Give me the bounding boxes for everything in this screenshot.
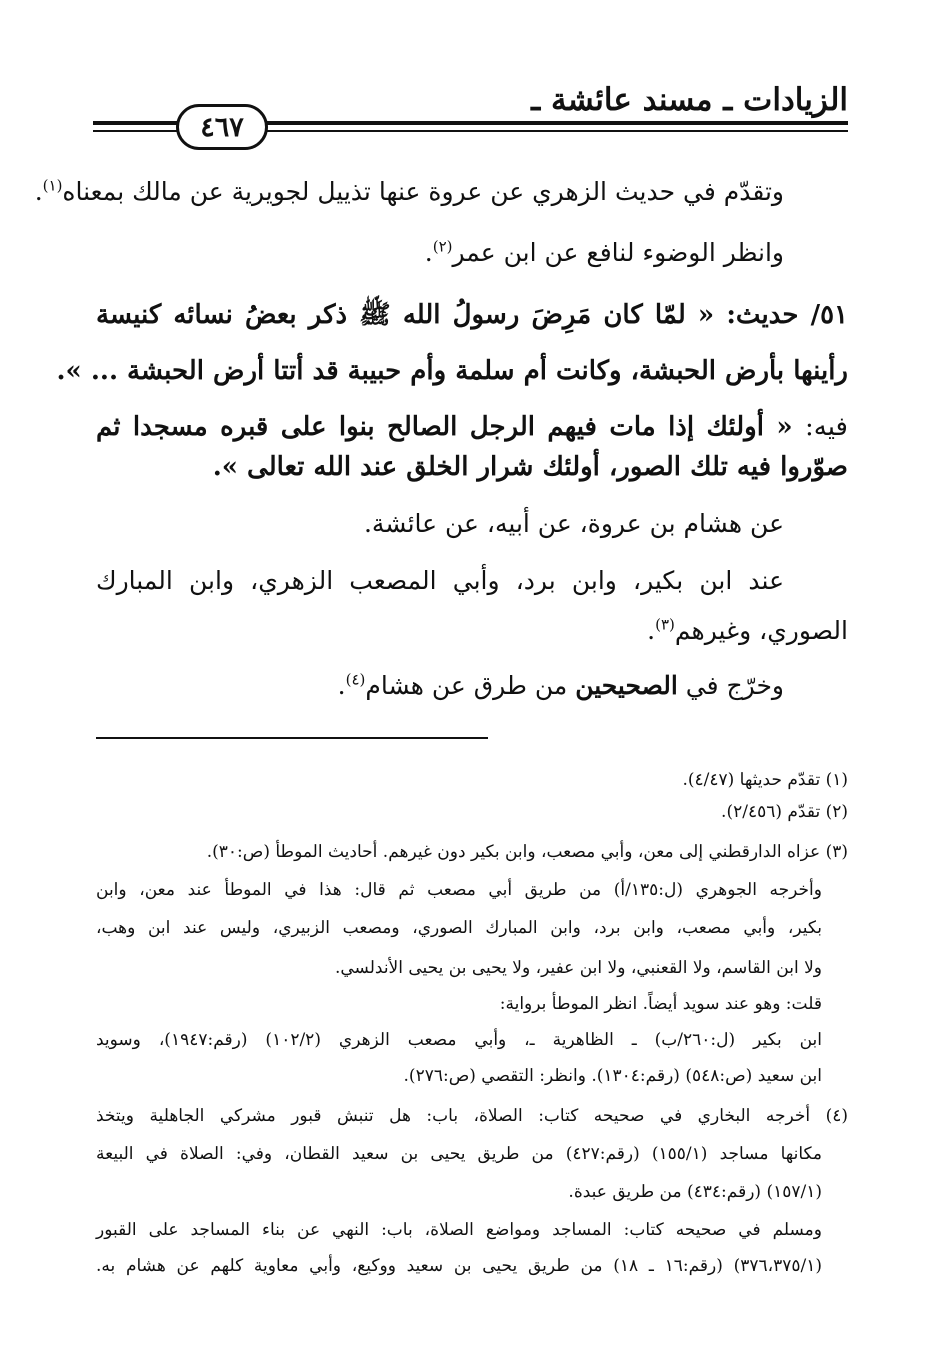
body-line-2: وانظر الوضوء لنافع عن ابن عمر$^{(٢)}$. xyxy=(424,237,784,267)
footnote-3-line-7: ابن سعيد (ص:٥٤٨) (رقم:١٣٠٤). وانظر: التقصي (ص:٢٧٦). xyxy=(403,1066,822,1086)
body-text: وانظر الوضوء لنافع عن ابن عمر xyxy=(452,238,784,267)
footnote-ref: (٢) xyxy=(432,237,453,256)
narrators-line-1 xyxy=(96,566,784,595)
footnote-3-line-5: قلت: وهو عند سويد أيضاً. انظر الموطأ برواية: xyxy=(499,994,822,1014)
footnote-ref: (٣) xyxy=(655,615,675,634)
footnote-ref: (١) xyxy=(42,176,63,195)
hadith-text-1: « لمّا كان مَرِضَ رسولُ الله ﷺ ذكر بعضُ نسائه كنيسة xyxy=(96,300,715,330)
footnote-3-line-6: ابن بكير (ل:٢٦٠/ب) ـ الظاهرية ـ، وأبي مصعب الزهري (١٠٢/٢) (رقم:١٩٤٧)، وسويد xyxy=(96,1030,823,1050)
footnote-2: (٢) تقدّم (٢/٤٥٦). xyxy=(721,802,848,822)
footnote-3-line-2: وأخرجه الجوهري (ل:١٣٥/أ) من طريق أبي مصعب ثم قال: هذا في الموطأ عند معن، وابن xyxy=(96,880,822,900)
fih-line-1 xyxy=(96,412,848,442)
hadith-label: حديث: xyxy=(726,300,799,330)
hadith-number: ٥١/ xyxy=(810,300,848,330)
footnote-3-line-4: ولا ابن القاسم، ولا القعنبي، ولا ابن عفير، ولا يحيى بن يحيى الأندلسي. xyxy=(334,958,822,978)
hadith-heading-line xyxy=(96,298,848,336)
isnad-text: عن هشام بن عروة، عن أبيه، عن عائشة. xyxy=(363,509,784,538)
fih-text-2: صوّروا فيه تلك الصور، أولئك شرار الخلق عند الله تعالى ». xyxy=(212,452,848,482)
footnote-ref: (٤) xyxy=(345,670,366,689)
narrators-text-1: عند ابن بكير، وابن برد، وأبي المصعب الزهري، وابن المبارك xyxy=(96,566,784,595)
takhrij-text-post: من طرق عن هشام xyxy=(365,671,568,700)
takhrij-text-pre: وخرّج في xyxy=(685,671,784,700)
takhrij-sahihayn: الصحيحين xyxy=(575,671,678,700)
narrators-text-2: الصوري، وغيرهم xyxy=(674,616,848,645)
footnote-4-line-2: مكانها مساجد (١٥٥/١) (رقم:٤٢٧) من طريق يحيى بن سعيد القطان، وفي: الصلاة في البيعة xyxy=(96,1144,823,1164)
page-number-badge xyxy=(176,104,268,150)
footnote-3-line-1: (٣) عزاه الدارقطني إلى معن، وأبي مصعب، وابن بكير دون غيرهم. أحاديث الموطأ (ص:٣٠). xyxy=(206,842,848,862)
body-line-1: وتقدّم في حديث الزهري عن عروة عنها تذييل لجويرية عن مالك بمعناه$^{(١)}$. xyxy=(34,176,784,206)
running-header-title: الزيادات ـ مسند عائشة ـ xyxy=(531,82,848,118)
footnote-4-line-3: (١٥٧/١) (رقم:٤٣٤) من طريق عبدة. xyxy=(568,1182,822,1202)
body-text: وتقدّم في حديث الزهري عن عروة عنها تذييل لجويرية عن مالك بمعناه xyxy=(62,177,784,206)
fih-label: فيه: xyxy=(805,412,848,442)
footnote-4-line-4: ومسلم في صحيحه كتاب: المساجد ومواضع الصلاة، باب: النهي عن بناء المساجد على القبور xyxy=(96,1220,822,1240)
chain-line xyxy=(364,509,784,538)
footnote-separator xyxy=(96,737,488,739)
hadith-text-2: رأينها بأرض الحبشة، وكانت أم سلمة وأم حبيبة قد أتتا أرض الحبشة ... ». xyxy=(56,356,848,386)
hadith-line-2 xyxy=(56,356,848,386)
page-number: ٤٦٧ xyxy=(200,111,244,143)
footnote-3-line-3: بكير، وأبي مصعب، وابن برد، وابن المبارك الصوري، ومصعب الزبيري، وليس عند ابن وهب، xyxy=(96,918,822,938)
takhrij-line: وخرّج في الصحيحين من طرق عن هشام$^{(٤)}$. xyxy=(337,670,784,700)
narrators-line-2: الصوري، وغيرهم$^{(٣)}$. xyxy=(647,615,848,645)
fih-text-1: « أولئك إذا مات فيهم الرجل الصالح بنوا على قبره مسجدا ثم xyxy=(96,412,793,442)
footnote-4-line-1: (٤) أخرجه البخاري في صحيحه كتاب: الصلاة، باب: هل تنبش قبور مشركي الجاهلية ويتخذ xyxy=(96,1106,848,1126)
fih-line-2 xyxy=(213,452,848,482)
footnote-1: (١) تقدّم حديثها (٤/٤٧). xyxy=(682,770,848,790)
footnote-4-line-5: (٣٧٦،٣٧٥/١) (رقم:١٦ ـ ١٨) من طريق يحيى بن سعيد ووكيع، وأبي معاوية كلهم عن هشام به. xyxy=(96,1256,822,1276)
